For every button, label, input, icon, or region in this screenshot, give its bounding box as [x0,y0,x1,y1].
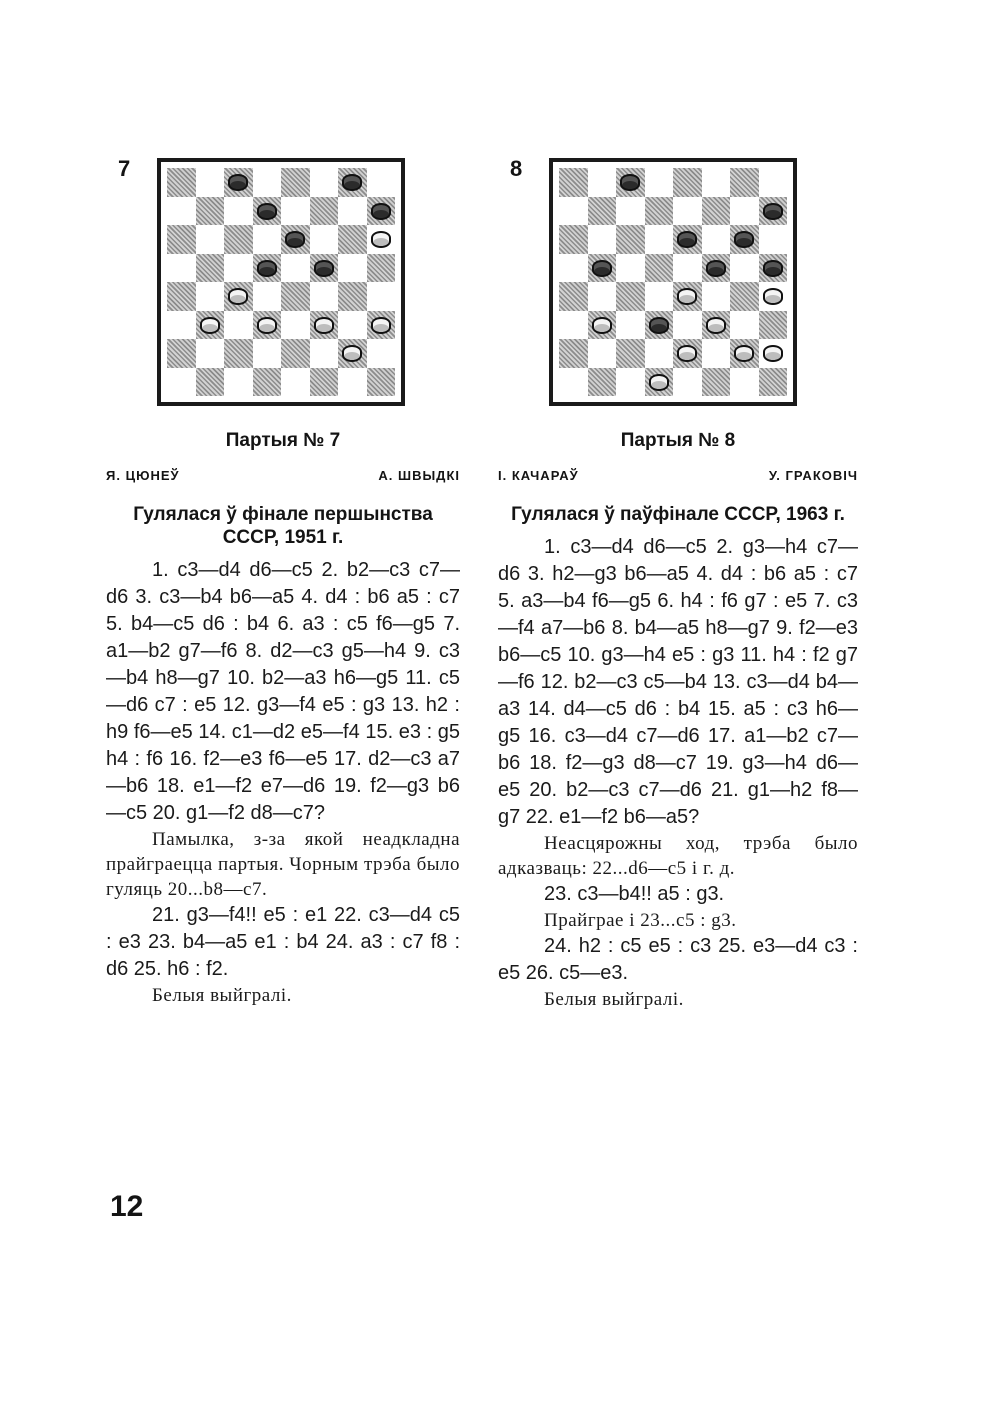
board-square [730,368,759,397]
moves-paragraph: 24. h2 : c5 e5 : c3 25. e3—d4 c3 : e5 26. c5—e3. [498,935,858,984]
board-square [559,311,588,340]
board-square [730,168,759,197]
board-square [167,339,196,368]
black-piece [592,260,612,277]
board-square [645,282,674,311]
board-square [167,254,196,283]
board-square [616,197,645,226]
board-square [281,168,310,197]
board-square [310,368,339,397]
board-square [759,197,788,226]
board-square [673,197,702,226]
board-square [702,339,731,368]
black-piece [257,203,277,220]
black-piece [228,174,248,191]
white-piece [371,231,391,248]
board-square [367,197,396,226]
board-square [759,225,788,254]
board-square [167,282,196,311]
board-square [338,368,367,397]
board-square [367,254,396,283]
page-number: 12 [110,1190,144,1223]
white-piece [763,288,783,305]
game-8-column [498,430,858,1012]
board-square [310,197,339,226]
board-square [759,368,788,397]
players-line [106,468,460,483]
result-paragraph: Белыя выйгралі. [152,985,292,1006]
board-square [702,311,731,340]
black-piece [763,203,783,220]
board-square [616,225,645,254]
player-black: А. ШВЫДКІ [378,468,460,483]
board-square [730,282,759,311]
board-square [759,282,788,311]
board-square [645,368,674,397]
board-square [559,254,588,283]
board-square [310,168,339,197]
black-piece [371,203,391,220]
board-square [196,168,225,197]
board-square [224,197,253,226]
board-square [673,368,702,397]
board-square [253,368,282,397]
board-square [196,197,225,226]
white-piece [649,374,669,391]
white-piece [677,345,697,362]
board-square [367,368,396,397]
board-square [588,368,617,397]
board-square [196,368,225,397]
board-square [616,254,645,283]
board-square [167,311,196,340]
board-square [616,368,645,397]
board-square [673,282,702,311]
board-square [645,311,674,340]
board-square [253,225,282,254]
board-square [588,197,617,226]
black-piece [677,231,697,248]
white-piece [228,288,248,305]
moves-paragraph: 1. c3—d4 d6—c5 2. b2—c3 c7—d6 3. c3—b4 b6—a5 4. d4 : b6 a5 : c7 5. b4—c5 d6 : b4 6. a3 : c5 f6—g5 7. a1—b2 g7—f6 8. d2—c3 g5—h4 9. c3—b4 h8—g7 10. b2—a3 h6—g5 11. c5—d6 c7 : e5 12. g3—f4 e5 : g3 13. h2 : h9 f6—e5 14. c1—d2 e5—f4 15. e3 : g5 h4 : f6 16. f2—e3 f6—e5 17. d2—c3 a7—b6 18. e1—f2 e7—d6 19. f2—g3 b6—c5 20. g1—f2 d8—c7? [106,559,460,824]
black-piece [706,260,726,277]
board-square [673,254,702,283]
white-piece [371,317,391,334]
board-square [281,339,310,368]
board-square [616,311,645,340]
black-piece [763,260,783,277]
board-square [367,282,396,311]
board-square [759,254,788,283]
player-white: Я. ЦЮНЕЎ [106,468,180,483]
board-square [196,311,225,340]
board-square [588,339,617,368]
board-square [645,197,674,226]
board-square [310,254,339,283]
players-line [498,468,858,483]
white-piece [706,317,726,334]
board-square [224,282,253,311]
board-square [702,368,731,397]
board-square [759,168,788,197]
board-square [196,254,225,283]
board-square [224,168,253,197]
game-title: Партыя № 8 [620,430,736,451]
board-square [559,225,588,254]
moves-paragraph: 21. g3—f4!! e5 : e1 22. c3—d4 c5 : e3 23. b4—a5 e1 : b4 24. a3 : c7 f8 : d6 25. h6 : f2. [106,904,460,980]
board-square [338,339,367,368]
board-square [310,339,339,368]
game-text [106,557,460,1008]
board-square [281,368,310,397]
black-piece [314,260,334,277]
white-piece [257,317,277,334]
board-square [224,368,253,397]
board-square [338,225,367,254]
moves-paragraph: 1. c3—d4 d6—c5 2. g3—h4 c7—d6 3. h2—g3 b6—a5 4. d4 : b6 a5 : c7 5. a3—b4 f6—g5 6. h4 : f6 g7 : e5 7. c3—f4 a7—b6 8. b4—a5 h8—g7 9. f2—e3 b6—c5 10. g3—h4 e5 : g3 11. h4 : f2 g7—f6 12. b2—c3 c5—b4 13. c3—d4 b4—a3 14. d4—c5 d6 : b4 15. a5 : c3 h6—g5 16. c3—d4 c7—d6 17. a1—b2 c7—b6 18. f2—g3 d8—c7 19. g3—h4 d6—e5 20. b2—c3 c7—d6 21. g1—h2 f8—g7 22. e1—f2 b6—a5? [498,536,858,828]
board-square [281,282,310,311]
board-square [730,339,759,368]
board-square [224,339,253,368]
black-piece [734,231,754,248]
board-square [310,225,339,254]
board-square [338,197,367,226]
comment-paragraph: Памылка, з-за якой неадкладна прайграецца партыя. Чорным трэба было гуляць 20...b8—c7. [106,829,460,900]
game-7-column [106,430,460,1008]
board-square [196,282,225,311]
white-piece [763,345,783,362]
board-square [673,339,702,368]
board-square [730,225,759,254]
board-square [367,225,396,254]
board-square [702,168,731,197]
black-piece [257,260,277,277]
black-piece [620,174,640,191]
board-square [588,311,617,340]
venue-line: Гулялася ў паўфінале СССР, 1963 г. [511,504,845,525]
board-square [224,311,253,340]
board-squares [167,168,395,396]
result-paragraph: Белыя выйгралі. [544,989,684,1010]
board-square [759,339,788,368]
board-square [338,311,367,340]
comment-paragraph: Неасцярожны ход, трэба было адказваць: 22...d6—c5 і г. д. [498,833,858,879]
board-square [253,254,282,283]
board-square [310,282,339,311]
board-square [281,311,310,340]
board-square [196,339,225,368]
board-square [702,254,731,283]
board-square [367,339,396,368]
board-square [253,339,282,368]
board-square [167,197,196,226]
board-square [673,311,702,340]
board-square [367,311,396,340]
board-square [310,311,339,340]
white-piece [342,345,362,362]
board-square [367,168,396,197]
white-piece [314,317,334,334]
board-square [730,254,759,283]
board-square [559,282,588,311]
board-square [338,282,367,311]
diagram-number-7: 7 [118,156,131,181]
board-square [730,311,759,340]
board-square [338,254,367,283]
board-square [702,225,731,254]
diagram-number-8: 8 [510,156,523,181]
board-square [253,311,282,340]
board-square [702,197,731,226]
board-square [645,254,674,283]
board-square [588,254,617,283]
black-piece [649,317,669,334]
board-square [281,225,310,254]
white-piece [200,317,220,334]
black-piece [342,174,362,191]
board-square [338,168,367,197]
board-square [673,168,702,197]
board-square [253,197,282,226]
board-square [253,168,282,197]
player-white: І. КАЧАРАЎ [498,468,579,483]
black-piece [285,231,305,248]
board-square [588,225,617,254]
board-square [167,168,196,197]
white-piece [592,317,612,334]
venue-line: Гулялася ў фінале першынства СССР, 1951 г. [133,504,433,548]
comment-paragraph: Прайграе і 23...c5 : g3. [544,910,737,931]
board-square [559,339,588,368]
board-square [645,225,674,254]
board-square [616,339,645,368]
game-title: Партыя № 7 [225,430,341,451]
board-square [167,225,196,254]
board-square [559,197,588,226]
board-square [616,282,645,311]
moves-paragraph: 23. c3—b4!! a5 : g3. [544,883,725,905]
player-black: У. ГРАКОВІЧ [768,468,858,483]
board-square [616,168,645,197]
board-square [645,339,674,368]
checkers-board-8 [549,158,797,406]
board-square [167,368,196,397]
board-square [253,282,282,311]
white-piece [677,288,697,305]
board-square [673,225,702,254]
board-square [702,282,731,311]
checkers-board-7 [157,158,405,406]
board-square [588,168,617,197]
board-square [196,225,225,254]
board-square [588,282,617,311]
board-square [759,311,788,340]
board-square [559,368,588,397]
board-square [224,254,253,283]
board-square [224,225,253,254]
board-square [645,168,674,197]
board-square [281,197,310,226]
board-square [281,254,310,283]
board-square [730,197,759,226]
board-squares [559,168,787,396]
game-text [498,534,858,1012]
white-piece [734,345,754,362]
board-square [559,168,588,197]
